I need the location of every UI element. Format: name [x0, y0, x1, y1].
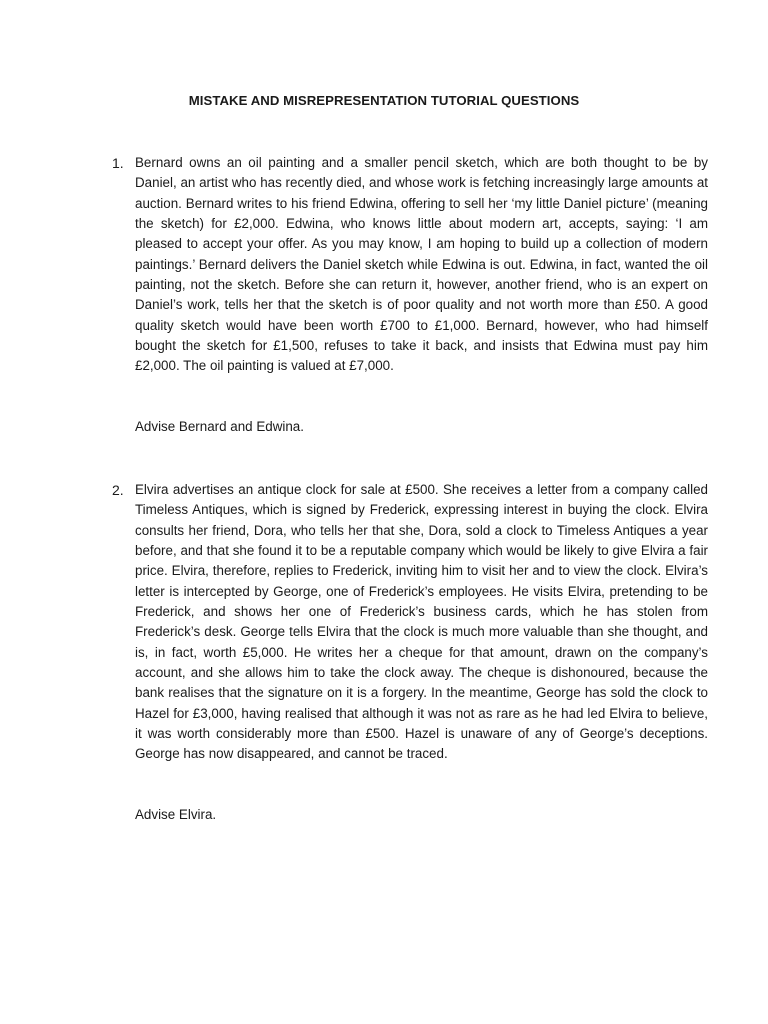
question-text: Elvira advertises an antique clock for sale at £500. She receives a letter from a company called Timeless Antiques, which is signed by Frederick, expressing interest in buying the clock. Elvira consults her friend, Dora, who tells her that she, Dora, sold a clock to Timeless Antiques a year before, and that she found it to be a reputable company which would be likely to give Elvira a fair price. Elvira, therefore, replies to Frederick, inviting him to visit her and to view the clock. Elvira’s letter is intercepted by George, one of Frederick’s employees. He visits Elvira, pretending to be Frederick, and shows her one of Frederick’s business cards, which he has stolen from Frederick’s desk. George tells Elvira that the clock is much more valuable than she thought, and is, in fact, worth £5,000. He writes her a cheque for that amount, drawn on the company’s account, and she allows him to take the clock away. The cheque is dishonoured, because the bank realises that the signature on it is a forgery. In the meantime, George has sold the clock to Hazel for £3,000, having realised that although it was not as rare as he had led Elvira to believe, it was worth considerably more than £500. Hazel is unaware of any of George’s deceptions. George has now disappeared, and cannot be traced. — [135, 482, 708, 762]
document-title: MISTAKE AND MISREPRESENTATION TUTORIAL QUESTIONS — [188, 93, 580, 108]
question-advice: Advise Bernard and Edwina. — [135, 419, 304, 434]
question-number: 1. — [112, 155, 124, 171]
question-advice: Advise Elvira. — [135, 807, 217, 822]
question-number: 2. — [112, 482, 124, 498]
question-text: Bernard owns an oil painting and a smaller pencil sketch, which are both thought to be by Daniel, an artist who has recently died, and whose work is fetching increasingly large amounts at auction. Bernard writes to his friend Edwina, offering to sell her ‘my little Daniel picture’ (meaning the sketch) for £2,000. Edwina, who knows little about modern art, accepts, saying: ‘I am pleased to accept your offer. As you may know, I am hoping to build up a collection of modern paintings.’ Bernard delivers the Daniel sketch while Edwina is out. Edwina, in fact, wanted the oil painting, not the sketch. Before she can return it, however, another friend, who is an expert on Daniel’s work, tells her that the sketch is of poor quality and not worth more than £50. A good quality sketch would have been worth £700 to £1,000. Bernard, however, who had himself bought the sketch for £1,500, refuses to take it back, and insists that Edwina must pay him £2,000. The oil painting is valued at £7,000. — [135, 155, 708, 374]
